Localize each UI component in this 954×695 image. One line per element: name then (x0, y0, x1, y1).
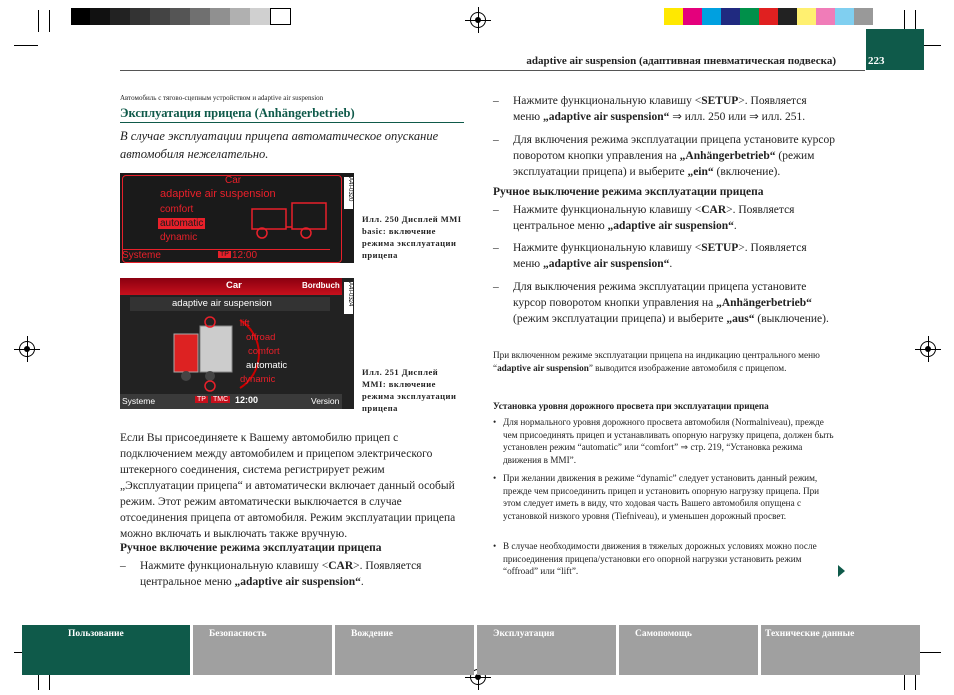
screen1-heading: adaptive air suspension (160, 188, 276, 200)
nav-tab-technical-data[interactable]: Технические данные (761, 625, 920, 675)
manual-on-step-1: – Нажмите функциональную клавишу <CAR>. Появляется центральное меню „adaptive air suspension“. (120, 560, 422, 588)
manual-off-step-1: – Нажмите функциональную клавишу <CAR>. Появляется центральное меню „adaptive air suspension“. (493, 204, 795, 232)
section-title: Эксплуатация прицепа (Anhängerbetrieb) (120, 106, 355, 120)
screen2-option-dynamic: dynamic (240, 374, 276, 385)
figure-251-caption: Илл. 251 Дисплей MMI: включение режима эксплуатации прицепа (362, 367, 457, 413)
nav-tab-driving[interactable]: Вождение (335, 625, 474, 675)
screen1-option-comfort: comfort (160, 204, 194, 215)
manual-on-step-2: – Нажмите функциональную клавишу <SETUP>. Появляется меню „adaptive air suspension“ ⇒ илл. 250 или ⇒ илл. 251. (493, 95, 807, 123)
next-page-arrow-icon[interactable] (838, 565, 845, 577)
section-context: Автомобиль с тягово-сцепным устройством и adaptive air suspension (120, 94, 324, 102)
section-divider (120, 122, 464, 123)
car-trailer-icon (250, 201, 330, 243)
registration-mark-icon (19, 341, 35, 357)
screen2-tmc-badge: TMC (213, 396, 229, 403)
clearance-bullet-2: • При желании движения в режиме “dynamic” следует установить данный режим, прежде чем присоединить прицеп и установить опорную нагрузку прицепа. При этом следует иметь в виду, что ходовая часть Вашего автомобиля опущена с установкой низкого уровня (Tiefniveau), и уменьшен дорожный просвет. (493, 473, 820, 521)
clearance-bullet-1: • Для нормального уровня дорожного просвета автомобиля (Normalniveau), прежде чем присоединять прицеп и устанавливать опорную нагрузку прицепа, должен быть установлен режим “automatic” или “comfort” ⇒ стр. 219, “Установка режима движения в MMI”. (493, 417, 834, 465)
page-number: 223 (866, 29, 924, 70)
nav-tab-usage[interactable]: Пользование (22, 625, 190, 675)
manual-off-step-2: – Нажмите функциональную клавишу <SETUP>. Появляется меню „adaptive air suspension“. (493, 242, 807, 270)
screen2-bordbuch: Bordbuch (302, 281, 340, 290)
registration-mark-icon (920, 341, 936, 357)
screen2-option-comfort: comfort (248, 346, 280, 357)
page-header-title: adaptive air suspension (адаптивная пневматическая подвеска) (526, 55, 836, 67)
screen2-top-label: Car (226, 280, 242, 291)
screen1-time: 12:00 (232, 250, 258, 261)
screen1-systeme: Systeme (122, 250, 161, 261)
screen1-top-label: Car (225, 175, 242, 186)
screen2-heading: adaptive air suspension (172, 298, 272, 309)
registration-mark-icon (470, 12, 486, 28)
figure-250-caption: Илл. 250 Дисплей MMI basic: включение режима эксплуатации прицепа (362, 214, 462, 260)
nav-tab-safety[interactable]: Безопасность (193, 625, 332, 675)
ground-clearance-heading: Установка уровня дорожного просвета при эксплуатации прицепа (493, 401, 769, 411)
manual-off-step-3: – Для выключения режима эксплуатации прицепа установите курсор поворотом кнопки управления на „Anhängerbetrieb“ (режим эксплуатации прицепа) и выберите „aus“ (выключение). (493, 281, 829, 325)
section-intro: В случае эксплуатации прицепа автоматическое опускание автомобиля нежелательно. (120, 129, 439, 161)
screen2-time: 12:00 (235, 395, 259, 405)
trailer-display-note: При включенном режиме эксплуатации прицепа на индикацию центрального меню “adaptive air suspension” выводится изображение автомобиля с прицепом. (493, 350, 820, 373)
manual-on-step-3: – Для включения режима эксплуатации прицепа установите курсор поворотом кнопки управления на „Anhängerbetrieb“ (режим эксплуатации прицепа) и выберите „ein“ (включение). (493, 134, 835, 178)
screen1-option-dynamic: dynamic (160, 232, 198, 243)
mmi-display (120, 278, 354, 409)
trailer-mode-paragraph: Если Вы присоединяете к Вашему автомобилю прицеп с подключением между автомобилем и прицепом электрического штекерного соединения, система регистрирует режим „Эксплуатации прицепа“ и автоматически включает данный особый режим. Этот режим автоматически выключается в случае отсоединения прицепа от автомобиля. Режим эксплуатации прицепа можно включать и выключать также вручную. (120, 432, 456, 540)
clearance-bullet-3: • В случае необходимости движения в тяжелых дорожных условиях можно после присоединения прицепа/установки его опорной нагрузки установить режим “offroad” или “lift”. (493, 541, 817, 576)
screen2-option-offroad: offroad (246, 332, 276, 343)
manual-on-heading: Ручное включение режима эксплуатации прицепа (120, 542, 382, 554)
header-divider (120, 70, 865, 71)
nav-tab-operation[interactable]: Эксплуатация (477, 625, 616, 675)
manual-off-heading: Ручное выключение режима эксплуатации прицепа (493, 186, 764, 198)
nav-tab-self-help[interactable]: Самопомощь (619, 625, 758, 675)
screen1-code: A4I-0320 (344, 177, 353, 209)
screen2-version: Version (311, 396, 340, 406)
screen1-tp-badge: TP (220, 251, 229, 258)
screen1-option-automatic: automatic (160, 218, 204, 229)
screen2-option-automatic: automatic (246, 360, 288, 371)
screen2-systeme: Systeme (122, 396, 156, 406)
screen2-option-lift: lift (240, 318, 250, 329)
mmi-basic-display (120, 173, 354, 263)
screen2-code: A4I-0324 (344, 282, 353, 314)
screen2-tp-badge: TP (197, 396, 206, 403)
